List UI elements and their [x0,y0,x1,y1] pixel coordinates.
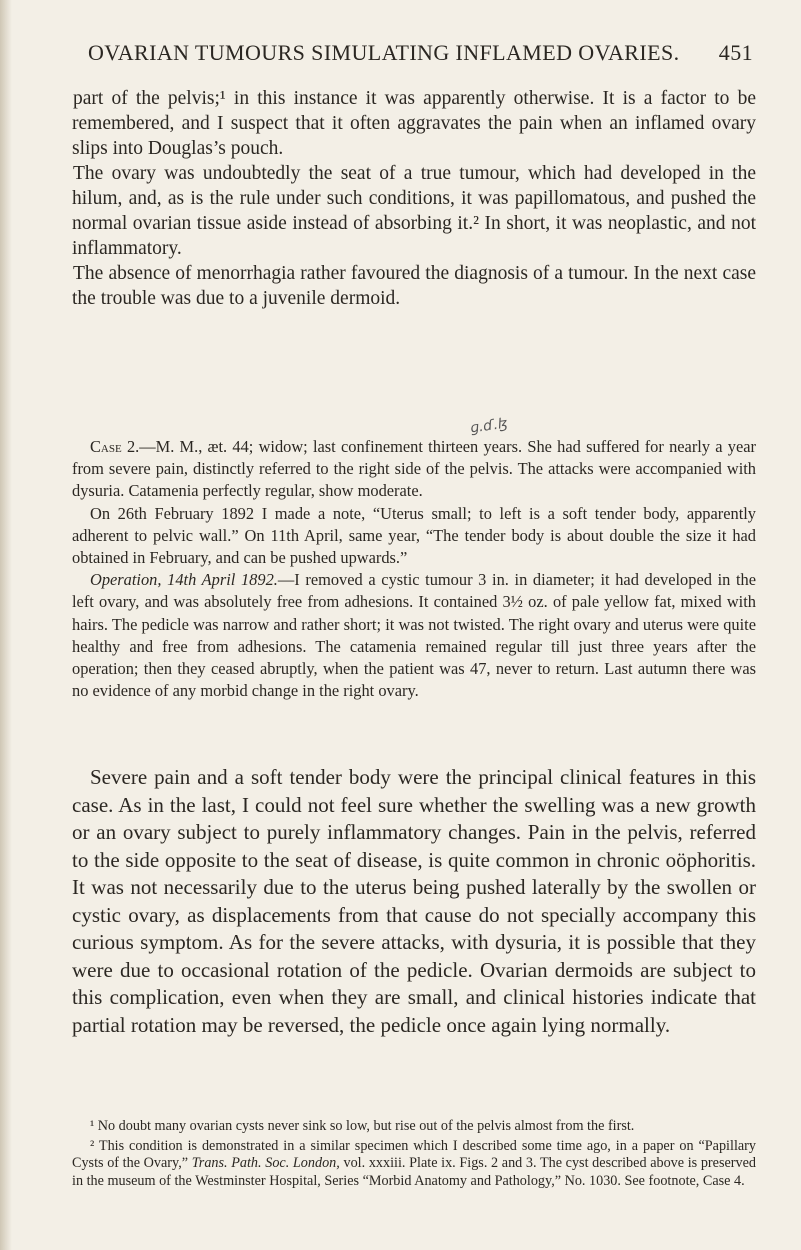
case-paragraph-3-text: —I removed a cystic tumour 3 in. in diameter; it had developed in the left ovary, and was absolutely free from adhesions. It contained 3½ oz. of pale yellow fat, mixed with hairs. The pedicle was narrow and rather short; it was not twisted. The right ovary and uterus were quite healthy and free from adhesions. The catamenia remained regular till just three years after the operation; then they ceased abruptly, when the patient was 47, never to return. Last autumn there was no evidence of any morbid change in the right ovary. [72,570,756,701]
footnotes [72,1118,756,1192]
operation-label: Operation, 14th April 1892. [90,570,278,590]
footnote-1: ¹ No doubt many ovarian cysts never sink so low, but rise out of the pelvis almost from the first. [90,1118,635,1134]
footnote-2-text-b: vol. xxxiii. Plate ix. Figs. 2 and 3. The cyst described above is preserved in the museum of the Westminster Hospital, Series “Morbid Anatomy and Pathology,” No. 1030. See footnote, Case 4. [72,1155,756,1189]
page-gutter-shadow [0,0,12,1250]
case-heading: Case 2. [90,437,140,456]
page-number: 451 [718,40,753,65]
case-2-section [72,436,756,702]
case-paragraph-2: On 26th February 1892 I made a note, “Uterus small; to left is a soft tender body, apparently adherent to pelvic wall.” On 11th April, same year, “The tender body is about double the size it had obtained in February, and can be pushed upwards.” [72,503,756,568]
paragraph-pelvis: part of the pelvis;¹ in this instance it was apparently otherwise. It is a factor to be remembered, and I suspect that it often aggravates the pain when an inflamed ovary slips into Douglas’s pouch. [72,88,756,159]
opening-paragraphs [72,86,756,311]
discussion-paragraph: Severe pain and a soft tender body were the principal clinical features in this case. As in the last, I could not feel sure whether the swelling was a new growth or an ovary subject to purely inflammatory changes. Pain in the pelvis, referred to the side opposite to the seat of disease, is quite common in chronic oöphoritis. It was not necessarily due to the uterus being pushed laterally by the swollen or cystic ovary, as displacements from that cause do not specially accompany this curious symptom. As for the severe attacks, with dysuria, it is possible that they were due to occasional rotation of the pedicle. Ovarian dermoids are subject to this complication, even when they are small, and clinical histories indicate that partial rotation may be reversed, the pedicle once again lying normally. [72,765,756,1037]
footnote-2-journal: Trans. Path. Soc. London, [191,1155,340,1171]
paragraph-tumour: The ovary was undoubtedly the seat of a true tumour, which had developed in the hilum, and, as is the rule under such conditions, it was papillomatous, and pushed the normal ovarian tissue aside instead of absorbing it.² In short, it was neoplastic, and not inflammatory. [72,163,756,259]
case-paragraph-1-text: —M. M., æt. 44; widow; last confinement thirteen years. She had suffered for nearly a year from severe pain, distinctly referred to the right side of the pelvis. The attacks were accompanied with dysuria. Catamenia perfectly regular, show moderate. [72,437,756,501]
paragraph-menorrhagia: The absence of menorrhagia rather favoured the diagnosis of a tumour. In the next case the trouble was due to a juvenile dermoid. [72,263,756,309]
running-header [88,40,753,66]
case-paragraph-1 [72,436,756,503]
footnote-2 [72,1138,756,1191]
discussion-section [72,764,756,1039]
running-title: OVARIAN TUMOURS SIMULATING INFLAMED OVARIES. [88,40,680,65]
case-paragraph-3 [72,569,756,702]
footnote-2-text-a: ² This condition is demonstrated in a similar specimen which I described some time ago, in a paper on “Papillary Cysts of the Ovary,” [72,1137,756,1171]
handwritten-annotation: ɡ.ɗ.ɮ [469,415,509,437]
